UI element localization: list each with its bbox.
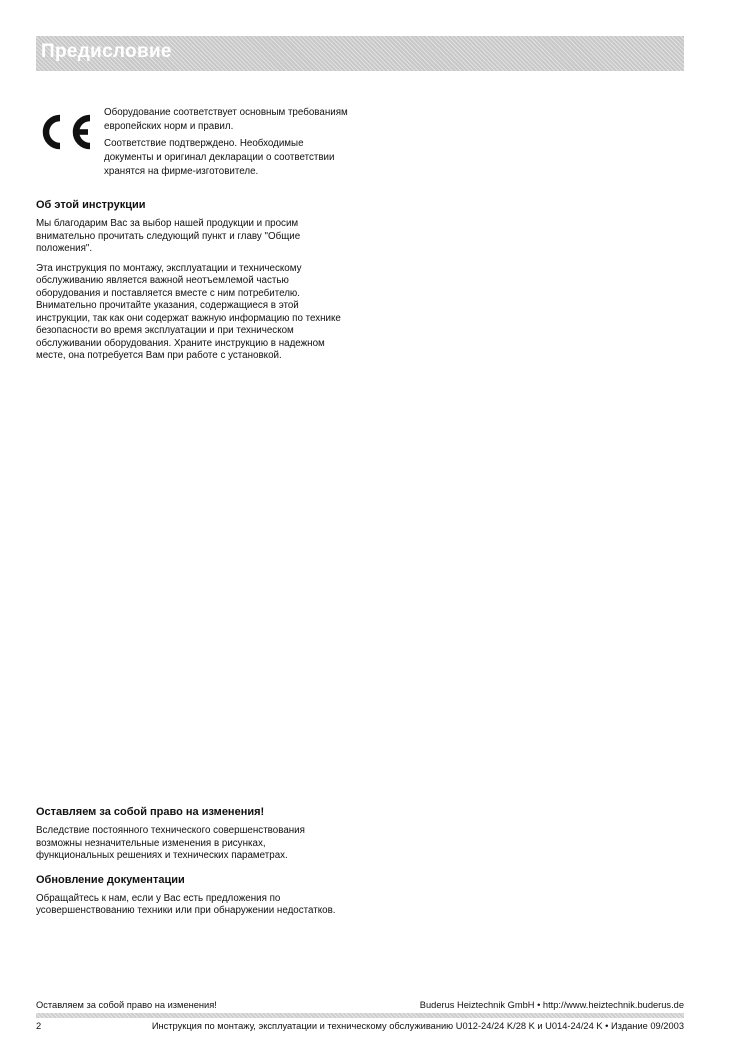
footer-company: Buderus Heiztechnik GmbH • http://www.heiztechnik.buderus.de (419, 1000, 684, 1010)
page-title: Предисловие (41, 41, 172, 62)
about-paragraph-2: Эта инструкция по монтажу, эксплуатации и техническому обслуживанию является важной неотъемлемой частью оборудования и поставляется вместе с ним потребителю. Внимательно прочитайте указания, содержащиеся в этой инструкции, так как они содержат важную информацию по технике безопасности во время эксплуатации и при техническом обслуживании оборудования. Храните инструкцию в надежном месте, она потребуется Вам при работе с установкой. (36, 262, 341, 361)
footer-left-note: Оставляем за собой право на изменения! (36, 1000, 217, 1010)
about-paragraph-1: Мы благодарим Вас за выбор нашей продукции и просим внимательно прочитать следующий пункт и главу "Общие положения". (36, 218, 301, 254)
changes-heading: Оставляем за собой право на изменения! (36, 806, 265, 818)
ce-line-1: Оборудование соответствует основным требованиям европейских норм и правил. (104, 107, 348, 132)
page-number: 2 (36, 1021, 42, 1031)
ce-mark-icon (38, 112, 94, 152)
about-heading: Об этой инструкции (36, 199, 146, 211)
changes-update-section (36, 805, 346, 925)
changes-paragraph: Вследствие постоянного технического совершенствования возможны незначительные изменения в рисунках, функциональных решениях и технических параметрах. (36, 825, 305, 861)
update-heading: Обновление документации (36, 873, 185, 886)
ce-line-2: Соответствие подтверждено. Необходимые документы и оригинал декларации о соответствии хранятся на фирме-изготовителе. (104, 138, 335, 177)
ce-conformity-text (104, 106, 354, 182)
update-paragraph: Обращайтесь к нам, если у Вас есть предложения по усовершенствованию техники или при обнаружении недостатков. (36, 892, 336, 916)
about-section (36, 198, 346, 370)
header-bar (36, 36, 684, 71)
footer-divider (36, 1013, 684, 1018)
footer-doc-info: Инструкция по монтажу, эксплуатации и техническому обслуживанию U012-24/24 K/28 K и U014-24/24 K • Издание 09/2003 (151, 1021, 684, 1031)
